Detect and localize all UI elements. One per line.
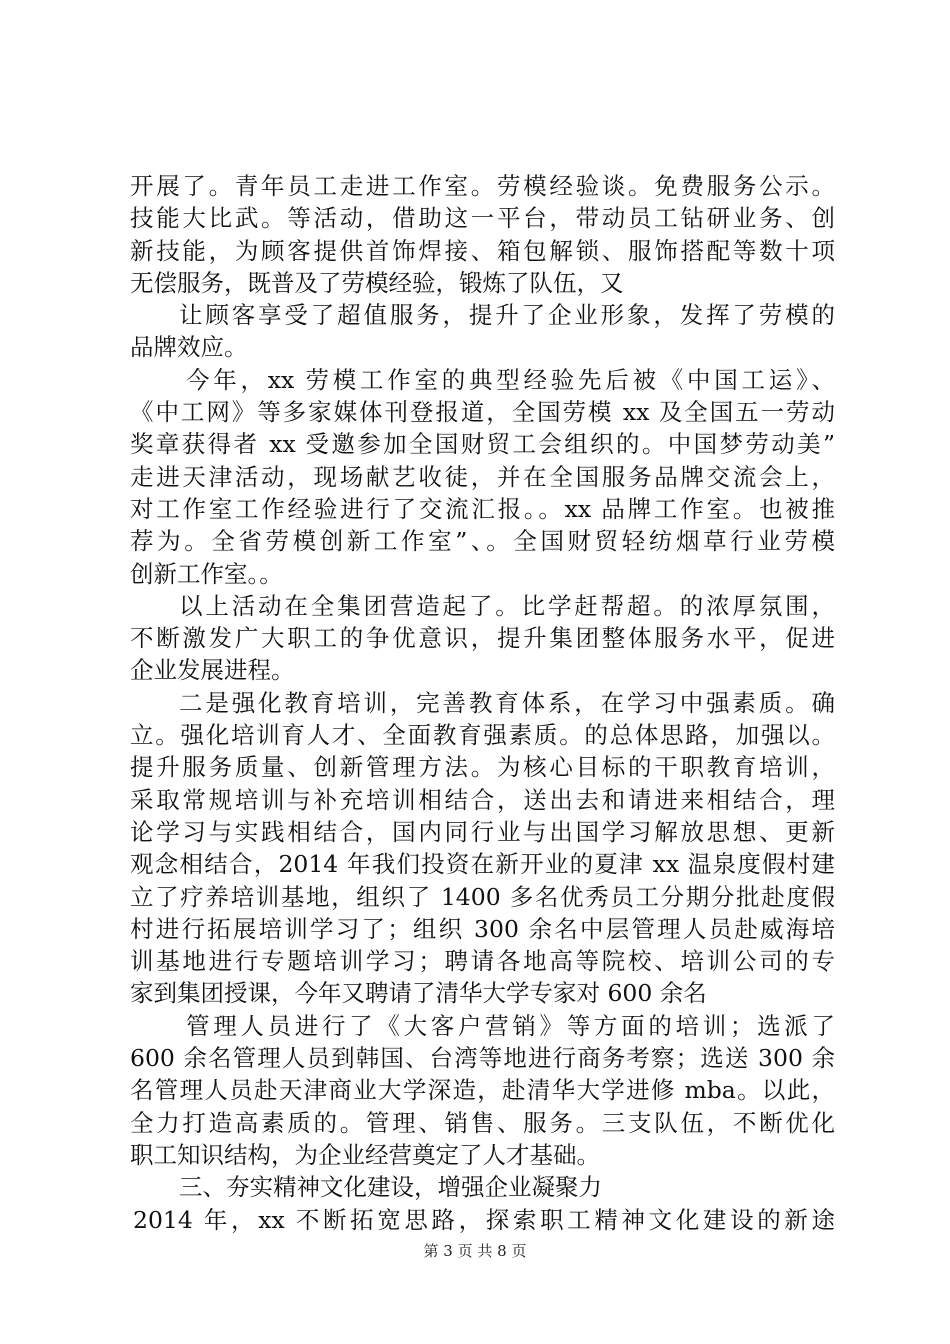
text-line: 让顾客享受了超值服务，提升了企业形象，发挥了劳模的	[179, 301, 835, 330]
text-line: 600 余名管理人员到韩国、台湾等地进行商务考察；选送 300 余	[130, 1044, 835, 1073]
section-heading: 三、夯实精神文化建设，增强企业凝聚力	[179, 1173, 602, 1202]
text-line: 训基地进行专题培训学习；聘请各地高等院校、培训公司的专	[130, 947, 835, 976]
text-line: 立。强化培训育人才、全面教育强素质。的总体思路，加强以。	[130, 721, 835, 750]
text-line: 荐为。全省劳模创新工作室”、。全国财贸轻纺烟草行业劳模	[130, 527, 835, 556]
text-line: 不断激发广大职工的争优意识，提升集团整体服务水平，促进	[130, 624, 835, 653]
text-line: 名管理人员赴天津商业大学深造，赴清华大学进修 mba。以此，	[130, 1076, 835, 1105]
text-line: 采取常规培训与补充培训相结合，送出去和请进来相结合，理	[130, 785, 835, 814]
text-line: 二是强化教育培训，完善教育体系，在学习中强素质。确	[179, 688, 835, 717]
document-body	[130, 170, 835, 1236]
text-line: 论学习与实践相结合，国内同行业与出国学习解放思想、更新	[130, 817, 835, 846]
text-line: 对工作室工作经验进行了交流汇报。。xx 品牌工作室。也被推	[130, 494, 835, 523]
text-line: 2014 年，xx 不断拓宽思路，探索职工精神文化建设的新途	[133, 1205, 835, 1234]
text-line: 全力打造高素质的。管理、销售、服务。三支队伍，不断优化	[130, 1108, 835, 1137]
text-line: 家到集团授课，今年又聘请了清华大学专家对 600 余名	[130, 979, 707, 1008]
page-number-footer: 第 3 页 共 8 页	[423, 1242, 527, 1260]
text-line: 今年，xx 劳模工作室的典型经验先后被《中国工运》、	[186, 365, 835, 394]
text-line: 开展了。青年员工走进工作室。劳模经验谈。免费服务公示。	[130, 172, 835, 200]
text-line: 观念相结合，2014 年我们投资在新开业的夏津 xx 温泉度假村建	[130, 850, 835, 879]
text-line: 无偿服务，既普及了劳模经验，锻炼了队伍，又	[130, 268, 624, 297]
text-line: 职工知识结构，为企业经营奠定了人才基础。	[130, 1140, 600, 1169]
text-line: 提升服务质量、创新管理方法。为核心目标的干职教育培训，	[130, 753, 835, 782]
text-line: 品牌效应。	[130, 333, 248, 362]
text-line: 《中工网》等多家媒体刊登报道，全国劳模 xx 及全国五一劳动	[130, 398, 835, 427]
text-line: 管理人员进行了《大客户营销》等方面的培训；选派了	[186, 1011, 835, 1040]
text-line: 村进行拓展培训学习了；组织 300 余名中层管理人员赴威海培	[130, 914, 835, 943]
text-line: 立了疗养培训基地，组织了 1400 多名优秀员工分期分批赴度假	[130, 882, 835, 911]
text-line: 技能大比武。等活动，借助这一平台，带动员工钻研业务、创	[130, 204, 835, 233]
text-line: 新技能，为顾客提供首饰焊接、箱包解锁、服饰搭配等数十项	[130, 236, 835, 265]
text-line: 以上活动在全集团营造起了。比学赶帮超。的浓厚氛围，	[179, 591, 835, 620]
text-line: 创新工作室。。	[130, 559, 283, 588]
text-line: 企业发展进程。	[130, 656, 295, 685]
text-line: 奖章获得者 xx 受邀参加全国财贸工会组织的。中国梦劳动美”	[130, 430, 835, 459]
text-line: 走进天津活动，现场献艺收徒，并在全国服务品牌交流会上，	[130, 462, 835, 491]
